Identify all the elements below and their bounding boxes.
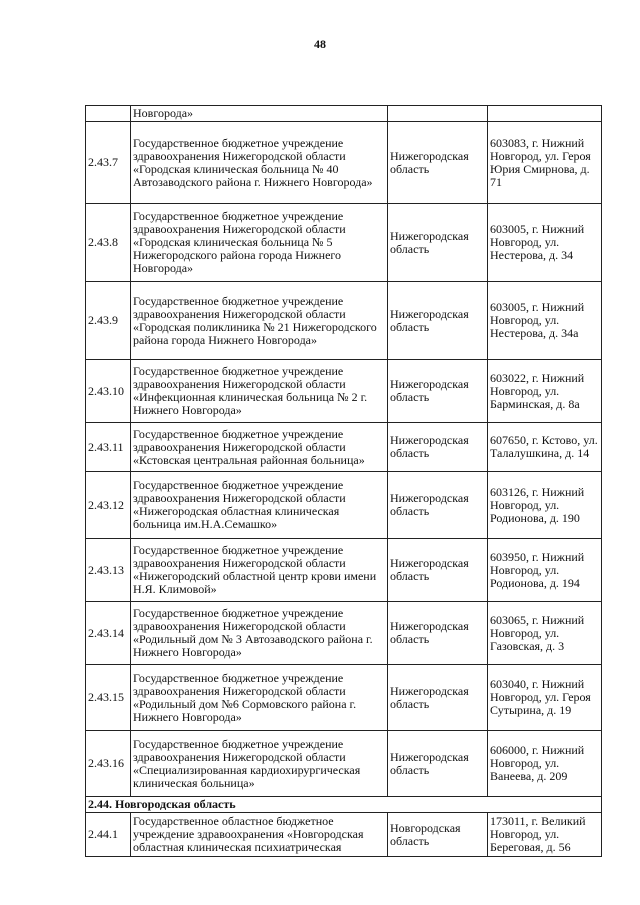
cell-name: Государственное бюджетное учреждение здравоохранения Нижегородской области «Инфекционная клиническая больница № 2 г. Нижнего Новгорода» [131, 360, 388, 423]
page-number: 48 [314, 37, 326, 51]
cell-region: Нижегородская область [388, 602, 488, 665]
cell-name: Государственное бюджетное учреждение здравоохранения Нижегородской области «Родильный дом №6 Сормовского района г. Нижнего Новгорода» [131, 665, 388, 731]
cell-address: 607650, г. Кстово, ул. Талалушкина, д. 14 [488, 423, 602, 472]
cell-address [488, 106, 602, 122]
cell-region: Нижегородская область [388, 731, 488, 797]
table-row [86, 360, 602, 423]
cell-num: 2.43.11 [86, 423, 131, 472]
table-row [86, 813, 602, 857]
cell-num: 2.43.13 [86, 539, 131, 602]
cell-region: Нижегородская область [388, 204, 488, 282]
cell-address: 603126, г. Нижний Новгород, ул. Родионова, д. 190 [488, 472, 602, 539]
cell-region: Новгородская область [388, 813, 488, 857]
cell-name: Государственное бюджетное учреждение здравоохранения Нижегородской области «Нижегородский областной центр крови имени Н.Я. Климовой» [131, 539, 388, 602]
cell-address: 603005, г. Нижний Новгород, ул. Нестерова, д. 34 [488, 204, 602, 282]
cell-num: 2.43.10 [86, 360, 131, 423]
cell-num: 2.43.7 [86, 122, 131, 204]
cell-num: 2.43.12 [86, 472, 131, 539]
cell-region: Нижегородская область [388, 423, 488, 472]
table-row [86, 539, 602, 602]
table-row [86, 204, 602, 282]
cell-name: Государственное бюджетное учреждение здравоохранения Нижегородской области «Нижегородская областная клиническая больница им.Н.А.Семашко» [131, 472, 388, 539]
table-row [86, 472, 602, 539]
cell-name: Государственное бюджетное учреждение здравоохранения Нижегородской области «Городская клиническая больница № 5 Нижегородского района города Нижнего Новгорода» [131, 204, 388, 282]
cell-region: Нижегородская область [388, 360, 488, 423]
cell-num: 2.43.14 [86, 602, 131, 665]
cell-num: 2.43.16 [86, 731, 131, 797]
cell-num: 2.43.9 [86, 282, 131, 360]
cell-name: Государственное бюджетное учреждение здравоохранения Нижегородской области «Родильный дом № 3 Автозаводского района г. Нижнего Новгорода» [131, 602, 388, 665]
registry-table-body [86, 106, 602, 857]
table-row [86, 731, 602, 797]
cell-num [86, 106, 131, 122]
cell-address: 603022, г. Нижний Новгород, ул. Барминская, д. 8а [488, 360, 602, 423]
registry-table [85, 105, 602, 857]
cell-name: Новгорода» [131, 106, 388, 122]
cell-region: Нижегородская область [388, 282, 488, 360]
continuation-row [86, 106, 602, 122]
cell-name: Государственное бюджетное учреждение здравоохранения Нижегородской области «Кстовская центральная районная больница» [131, 423, 388, 472]
table-row [86, 602, 602, 665]
cell-region: Нижегородская область [388, 665, 488, 731]
cell-region: Нижегородская область [388, 122, 488, 204]
table-row [86, 665, 602, 731]
cell-region: Нижегородская область [388, 472, 488, 539]
cell-address: 603083, г. Нижний Новгород, ул. Героя Юрия Смирнова, д. 71 [488, 122, 602, 204]
table-row [86, 423, 602, 472]
cell-address: 603065, г. Нижний Новгород, ул. Газовская, д. 3 [488, 602, 602, 665]
section-row [86, 797, 602, 813]
cell-region: Нижегородская область [388, 539, 488, 602]
cell-name: Государственное областное бюджетное учреждение здравоохранения «Новгородская областная клиническая психиатрическая [131, 813, 388, 857]
section-title: 2.44. Новгородская область [86, 797, 602, 813]
cell-address: 173011, г. Великий Новгород, ул. Береговая, д. 56 [488, 813, 602, 857]
cell-address: 603040, г. Нижний Новгород, ул. Героя Сутырина, д. 19 [488, 665, 602, 731]
cell-name: Государственное бюджетное учреждение здравоохранения Нижегородской области «Специализированная кардиохирургическая клиническая больница» [131, 731, 388, 797]
cell-address: 603005, г. Нижний Новгород, ул. Нестерова, д. 34а [488, 282, 602, 360]
cell-name: Государственное бюджетное учреждение здравоохранения Нижегородской области «Городская поликлиника № 21 Нижегородского района города Нижнего Новгорода» [131, 282, 388, 360]
cell-num: 2.44.1 [86, 813, 131, 857]
cell-address: 603950, г. Нижний Новгород, ул. Родионова, д. 194 [488, 539, 602, 602]
cell-num: 2.43.15 [86, 665, 131, 731]
table-row [86, 282, 602, 360]
cell-address: 606000, г. Нижний Новгород, ул. Ванеева, д. 209 [488, 731, 602, 797]
cell-name: Государственное бюджетное учреждение здравоохранения Нижегородской области «Городская клиническая больница № 40 Автозаводского района г. Нижнего Новгорода» [131, 122, 388, 204]
table-row [86, 122, 602, 204]
cell-region [388, 106, 488, 122]
cell-num: 2.43.8 [86, 204, 131, 282]
